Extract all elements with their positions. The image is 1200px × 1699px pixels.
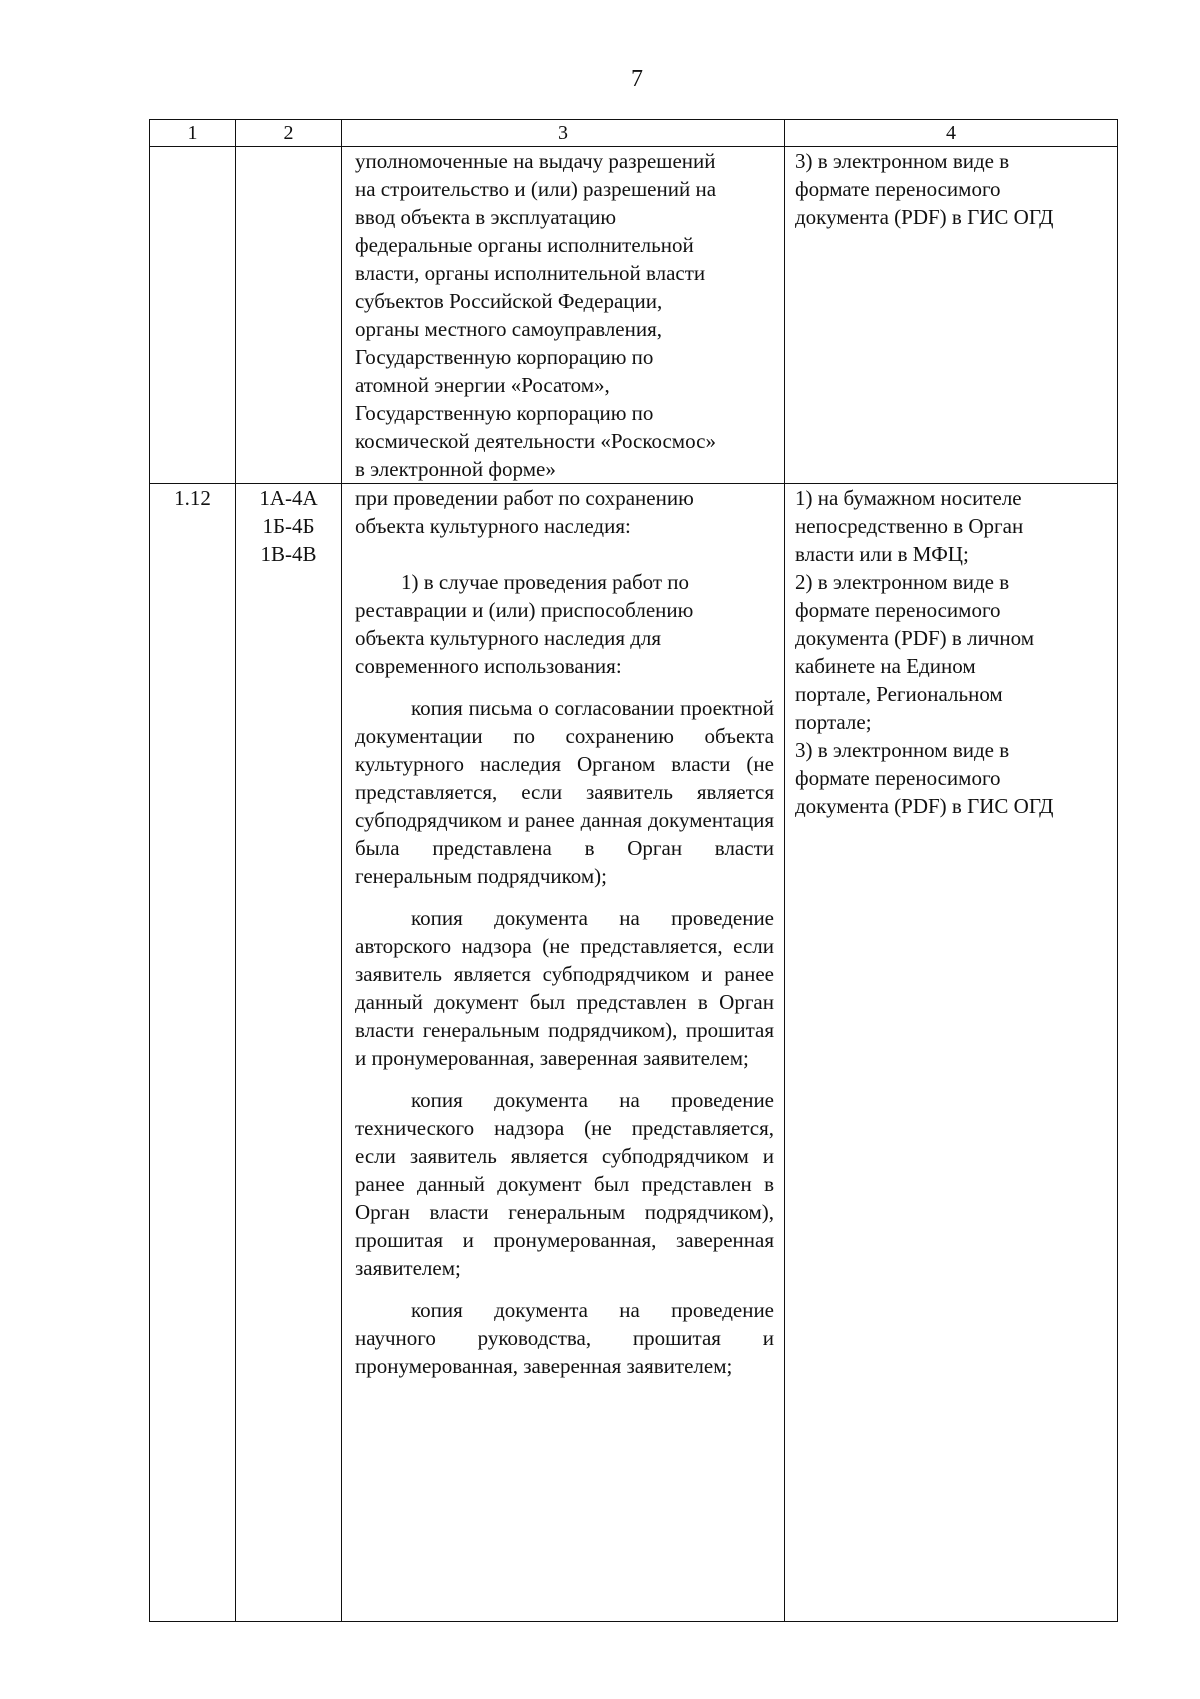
row1-col3-line: на строительство и (или) разрешений на [355, 177, 717, 201]
row2-case1-line: современного использования: [355, 654, 622, 678]
row2-case1-line: реставрации и (или) приспособлению [355, 598, 694, 622]
row2-col4-line: формате переносимого [795, 766, 1001, 790]
row1-col3-line: атомной энергии «Росатом», [355, 373, 610, 397]
row2-item-approval-letter: копия письма о согласовании проектной документации по сохранению объекта культурного наследия Органом власти (не представляется, если заявитель является субподрядчиком и ранее данная документация была представлена в Орган власти генеральным подрядчиком); [355, 696, 774, 888]
row2-code: 1В-4В [260, 542, 317, 566]
table-row [150, 147, 1118, 484]
row2-col4-line: 1) на бумажном носителе [795, 486, 1022, 510]
row2-intro-line: объекта культурного наследия: [355, 514, 631, 538]
row2-col4-line: портале, Региональном [795, 682, 1003, 706]
row1-col4-line: формате переносимого [795, 177, 1001, 201]
row2-col3 [342, 484, 785, 1622]
row1-col3 [342, 147, 785, 484]
page-number: 7 [631, 66, 643, 92]
row2-col4-line: портале; [795, 710, 872, 734]
row2-col2 [236, 484, 342, 1622]
row1-col3-line: в электронной форме» [355, 457, 556, 481]
document-table [149, 119, 1118, 1622]
row1-col3-line: субъектов Российской Федерации, [355, 289, 663, 313]
row2-col4-line: 2) в электронном виде в [795, 570, 1010, 594]
header-col-2: 2 [236, 120, 342, 147]
row2-col4-line: документа (PDF) в ГИС ОГД [795, 794, 1054, 818]
row2-col4-line: 3) в электронном виде в [795, 738, 1010, 762]
row1-col3-line: ввод объекта в эксплуатацию [355, 205, 617, 229]
row2-col4-line: непосредственно в Орган [795, 514, 1024, 538]
row1-col3-line: органы местного самоуправления, [355, 317, 663, 341]
row1-col3-line: федеральные органы исполнительной [355, 233, 694, 257]
row1-col2 [236, 147, 342, 484]
row1-col3-line: космической деятельности «Роскосмос» [355, 429, 716, 453]
row2-code: 1Б-4Б [262, 514, 315, 538]
row2-case1-line: объекта культурного наследия для [355, 626, 662, 650]
row2-col4 [785, 484, 1118, 1622]
row2-col4-line: власти или в МФЦ; [795, 542, 969, 566]
row2-col4-line: формате переносимого [795, 598, 1001, 622]
row1-col4-line: документа (PDF) в ГИС ОГД [795, 205, 1054, 229]
row1-col4-line: 3) в электронном виде в [795, 149, 1010, 173]
row1-col4 [785, 147, 1118, 484]
row1-col3-line: уполномоченные на выдачу разрешений [355, 149, 716, 173]
row2-col4-line: документа (PDF) в личном [795, 626, 1034, 650]
table-row [150, 484, 1118, 1622]
header-col-3: 3 [342, 120, 785, 147]
row2-intro-line: при проведении работ по сохранению [355, 486, 694, 510]
header-col-4: 4 [785, 120, 1118, 147]
header-col-1: 1 [150, 120, 236, 147]
row2-code: 1А-4А [259, 486, 318, 510]
row1-col1 [150, 147, 236, 484]
table-header-row [150, 120, 1118, 147]
row1-col3-line: Государственную корпорацию по [355, 345, 654, 369]
row2-col1: 1.12 [150, 484, 236, 1622]
row2-item-author-supervision: копия документа на проведение авторского надзора (не представляется, если заявитель является субподрядчиком и ранее данный документ был представлен в Орган власти генеральным подрядчиком), прошитая и пронумерованная, заверенная заявителем; [355, 906, 774, 1070]
row2-col4-line: кабинете на Едином [795, 654, 976, 678]
row2-item-scientific-guidance: копия документа на проведение научного руководства, прошитая и пронумерованная, заверенная заявителем; [355, 1298, 774, 1378]
row2-item-technical-supervision: копия документа на проведение технического надзора (не представляется, если заявитель является субподрядчиком и ранее данный документ был представлен в Орган власти генеральным подрядчиком), прошитая и пронумерованная, заверенная заявителем; [355, 1088, 774, 1280]
row2-case1-line: 1) в случае проведения работ по [401, 570, 690, 594]
row1-col3-line: власти, органы исполнительной власти [355, 261, 706, 285]
row1-col3-line: Государственную корпорацию по [355, 401, 654, 425]
